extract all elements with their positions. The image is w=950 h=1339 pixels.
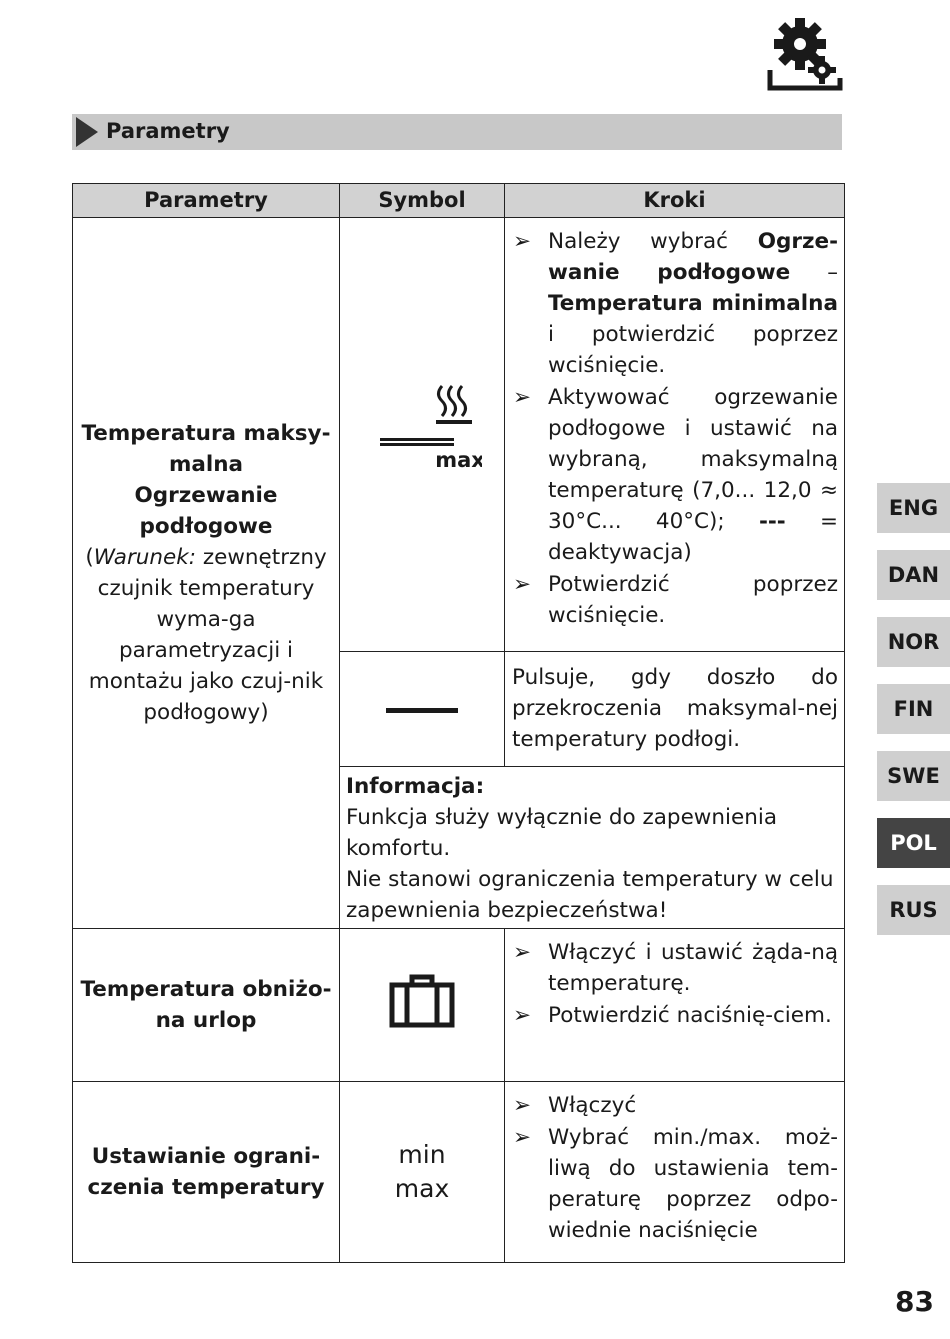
symbol-min: min: [398, 1140, 446, 1169]
suitcase-icon: [387, 971, 457, 1031]
table-row: [73, 1082, 845, 1263]
arrow-bullet-icon: ➢: [513, 1093, 532, 1118]
step-dash: –: [790, 260, 838, 285]
condition-text: zewnętrzny czujnik temperatury wyma-ga parametryzacji i montażu jako czuj-nik podłogowy): [88, 545, 327, 725]
table-row: [73, 929, 845, 1082]
steps-vacation: [505, 929, 845, 1082]
steps-limit: [505, 1082, 845, 1263]
step-item: [513, 937, 838, 999]
parameters-table: [72, 183, 845, 1263]
step-item: [513, 1090, 838, 1121]
symbol-max-label: max: [435, 448, 482, 472]
step-text: Potwierdzić naciśnię-ciem.: [548, 1003, 832, 1028]
lang-tab-eng[interactable]: ENG: [877, 483, 950, 533]
step-bold: Temperatura minimalna: [548, 291, 838, 316]
step-text: Włączyć: [548, 1093, 637, 1118]
symbol-min-max: [340, 1082, 505, 1263]
lang-tab-pol[interactable]: POL: [877, 818, 950, 868]
arrow-bullet-icon: ➢: [513, 940, 532, 965]
table-row: [73, 218, 845, 652]
step-text: i potwierdzić poprzez wciśnięcie.: [548, 322, 838, 378]
floor-heating-icon: [362, 380, 482, 480]
step-item: [513, 382, 838, 568]
header-kroki: Kroki: [505, 184, 845, 218]
gear-settings-icon: [766, 14, 844, 92]
arrow-bullet-icon: ➢: [513, 385, 532, 410]
param-name-limit: [73, 1082, 340, 1263]
step-bold: Ogrze-wanie podłogowe: [548, 229, 838, 285]
lang-tab-swe[interactable]: SWE: [877, 751, 950, 801]
info-line-2: Nie stanowi ograniczenia temperatury w celu zapewnienia bezpieczeństwa!: [346, 867, 834, 923]
step-dash-symbol: ---: [758, 509, 786, 534]
info-line-1: Funkcja służy wyłącznie do zapewnienia komfortu.: [346, 805, 777, 861]
dash-line-icon: [382, 704, 462, 716]
condition-italic: Warunek:: [93, 545, 196, 570]
step-item: [513, 1122, 838, 1246]
info-title: Informacja:: [346, 774, 485, 799]
steps-max-temp: [505, 218, 845, 652]
param-name-bold: Temperatura maksy- malna Ogrzewanie podłogowe: [81, 421, 331, 539]
lang-tab-fin[interactable]: FIN: [877, 684, 950, 734]
dash-description: Pulsuje, gdy doszło do przekroczenia maksymal-nej temperatury podłogi.: [505, 652, 845, 767]
lang-tab-dan[interactable]: DAN: [877, 550, 950, 600]
section-arrow-icon: [76, 117, 98, 147]
symbol-suitcase: [340, 929, 505, 1082]
condition-open: (: [85, 545, 94, 570]
step-item: [513, 1000, 838, 1031]
step-item: [513, 226, 838, 381]
param-name-max-temp: [73, 218, 340, 929]
step-text: = deaktywacja): [548, 509, 838, 565]
arrow-bullet-icon: ➢: [513, 1003, 532, 1028]
step-text: Wybrać min./max. moż-liwą do ustawienia tem-peraturę poprzez odpo-wiednie naciśnięcie: [548, 1125, 838, 1243]
step-text: Aktywować ogrzewanie podłogowe i ustawić na wybraną, maksymalną temperaturę (7,0... 12,0 ≈ 30°C... 40°C);: [548, 385, 838, 534]
arrow-bullet-icon: ➢: [513, 229, 532, 254]
step-item: [513, 569, 838, 631]
symbol-dash: [340, 652, 505, 767]
symbol-floor-heating: [340, 218, 505, 652]
arrow-bullet-icon: ➢: [513, 1125, 532, 1150]
header-parametry: Parametry: [73, 184, 340, 218]
step-text: Potwierdzić poprzez wciśnięcie.: [548, 572, 838, 628]
section-title: Parametry: [106, 119, 230, 143]
language-tabs: [877, 483, 950, 952]
symbol-max: max: [394, 1174, 450, 1203]
header-symbol: Symbol: [340, 184, 505, 218]
table-header-row: [73, 184, 845, 218]
param-name-bold: Temperatura obniżo-na urlop: [80, 977, 332, 1033]
page-number: 83: [895, 1285, 934, 1318]
param-name-vacation: [73, 929, 340, 1082]
step-text: Włączyć i ustawić żąda-ną temperaturę.: [548, 940, 838, 996]
info-box: [340, 767, 845, 929]
param-name-bold: Ustawianie ograni-czenia temperatury: [87, 1144, 325, 1200]
step-text: Należy wybrać: [548, 229, 758, 254]
lang-tab-nor[interactable]: NOR: [877, 617, 950, 667]
section-header: [72, 114, 842, 150]
lang-tab-rus[interactable]: RUS: [877, 885, 950, 935]
arrow-bullet-icon: ➢: [513, 572, 532, 597]
